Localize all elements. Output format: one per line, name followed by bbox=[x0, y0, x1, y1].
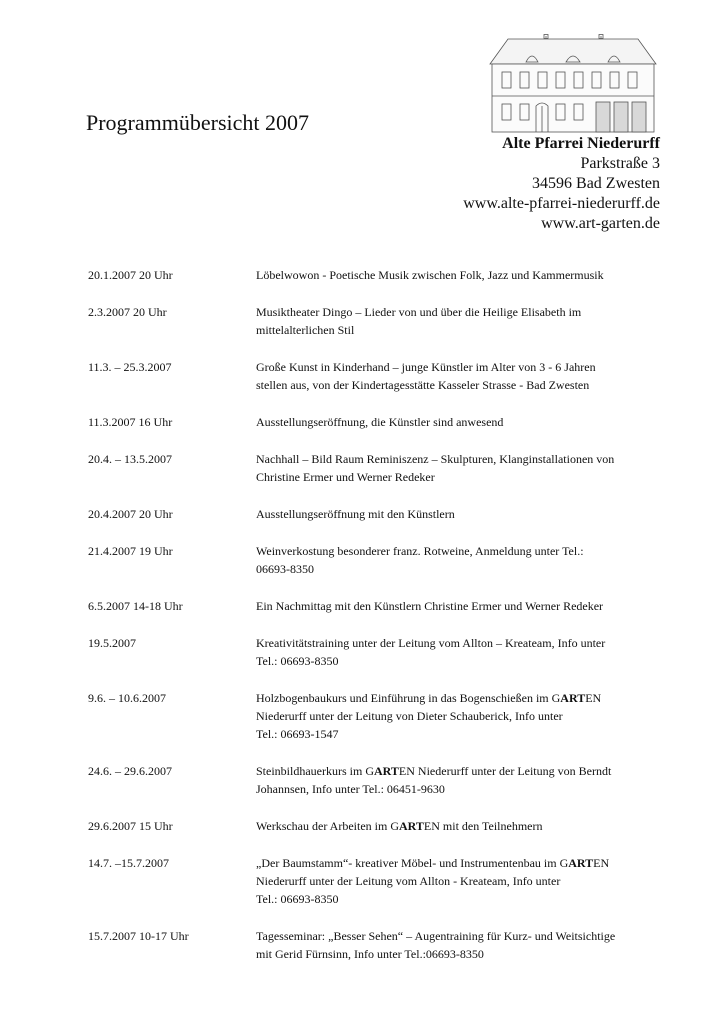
organization-name: Alte Pfarrei Niederurff bbox=[502, 135, 660, 152]
event-description: Löbelwowon - Poetische Musik zwischen Folk, Jazz und Kammermusik bbox=[256, 268, 604, 282]
event-row bbox=[88, 303, 668, 339]
event-date: 9.6. – 10.6.2007 bbox=[88, 691, 166, 705]
event-date: 11.3.2007 16 Uhr bbox=[88, 415, 173, 429]
event-date: 19.5.2007 bbox=[88, 636, 136, 650]
event-description: Nachhall – Bild Raum Reminiszenz – Skulpturen, Klanginstallationen von Christine Ermer und Werner Redeker bbox=[256, 452, 615, 484]
event-date: 24.6. – 29.6.2007 bbox=[88, 764, 172, 778]
website-link-2[interactable]: www.art-garten.de bbox=[541, 215, 660, 232]
event-description: Tagesseminar: „Besser Sehen“ – Augentraining für Kurz- und Weitsichtige mit Gerid Fürnsinn, Info unter Tel.:06693-8350 bbox=[256, 929, 616, 961]
page-title: Programmübersicht 2007 bbox=[86, 110, 310, 135]
event-date: 11.3. – 25.3.2007 bbox=[88, 360, 172, 374]
event-date: 2.3.2007 20 Uhr bbox=[88, 305, 167, 319]
event-row bbox=[88, 762, 668, 798]
event-description: Große Kunst in Kinderhand – junge Künstler im Alter von 3 - 6 Jahren stellen aus, von der Kindertagesstätte Kasseler Strasse - Bad Zwesten bbox=[256, 360, 596, 392]
event-date: 6.5.2007 14-18 Uhr bbox=[88, 599, 183, 613]
event-row bbox=[88, 358, 668, 394]
event-row bbox=[88, 266, 668, 284]
event-row bbox=[88, 542, 668, 578]
event-row bbox=[88, 597, 668, 615]
address-street: Parkstraße 3 bbox=[580, 155, 660, 172]
event-date: 20.1.2007 20 Uhr bbox=[88, 268, 173, 282]
event-row bbox=[88, 927, 668, 963]
event-row bbox=[88, 689, 668, 743]
event-description: Ausstellungseröffnung, die Künstler sind anwesend bbox=[256, 415, 504, 429]
event-row bbox=[88, 817, 668, 835]
event-row bbox=[88, 854, 668, 908]
event-date: 20.4. – 13.5.2007 bbox=[88, 452, 172, 466]
event-date: 20.4.2007 20 Uhr bbox=[88, 507, 173, 521]
event-date: 29.6.2007 15 Uhr bbox=[88, 819, 173, 833]
event-description: Ausstellungseröffnung mit den Künstlern bbox=[256, 507, 455, 521]
event-row bbox=[88, 413, 668, 431]
event-date: 21.4.2007 19 Uhr bbox=[88, 544, 173, 558]
event-description: „Der Baumstamm“- kreativer Möbel- und Instrumentenbau im GARTEN Niederurff unter der Leitung vom Allton - Kreateam, Info unter Tel.: 06693-8350 bbox=[256, 856, 610, 906]
event-date: 15.7.2007 10-17 Uhr bbox=[88, 929, 189, 943]
event-row bbox=[88, 634, 668, 670]
event-description: Kreativitätstraining unter der Leitung vom Allton – Kreateam, Info unter Tel.: 06693-8350 bbox=[256, 636, 606, 668]
website-link-1[interactable]: www.alte-pfarrei-niederurff.de bbox=[463, 195, 660, 212]
alte-pfarrei-building-drawing-icon bbox=[486, 34, 660, 134]
address-city: 34596 Bad Zwesten bbox=[532, 175, 660, 192]
event-description: Holzbogenbaukurs und Einführung in das Bogenschießen im GARTEN Niederurff unter der Leitung von Dieter Schauberick, Info unter Tel.: 06693-1547 bbox=[256, 691, 602, 741]
event-row bbox=[88, 505, 668, 523]
event-date: 14.7. –15.7.2007 bbox=[88, 856, 169, 870]
event-description: Weinverkostung besonderer franz. Rotweine, Anmeldung unter Tel.: 06693-8350 bbox=[256, 544, 584, 576]
event-description: Werkschau der Arbeiten im GARTEN mit den Teilnehmern bbox=[256, 819, 543, 833]
event-row bbox=[88, 450, 668, 486]
address-block bbox=[463, 134, 660, 234]
event-description: Steinbildhauerkurs im GARTEN Niederurff unter der Leitung von Berndt Johannsen, Info unter Tel.: 06451-9630 bbox=[256, 764, 612, 796]
event-description: Musiktheater Dingo – Lieder von und über die Heilige Elisabeth im mittelalterlichen Stil bbox=[256, 305, 582, 337]
event-list bbox=[88, 266, 668, 963]
event-description: Ein Nachmittag mit den Künstlern Christine Ermer und Werner Redeker bbox=[256, 599, 604, 613]
